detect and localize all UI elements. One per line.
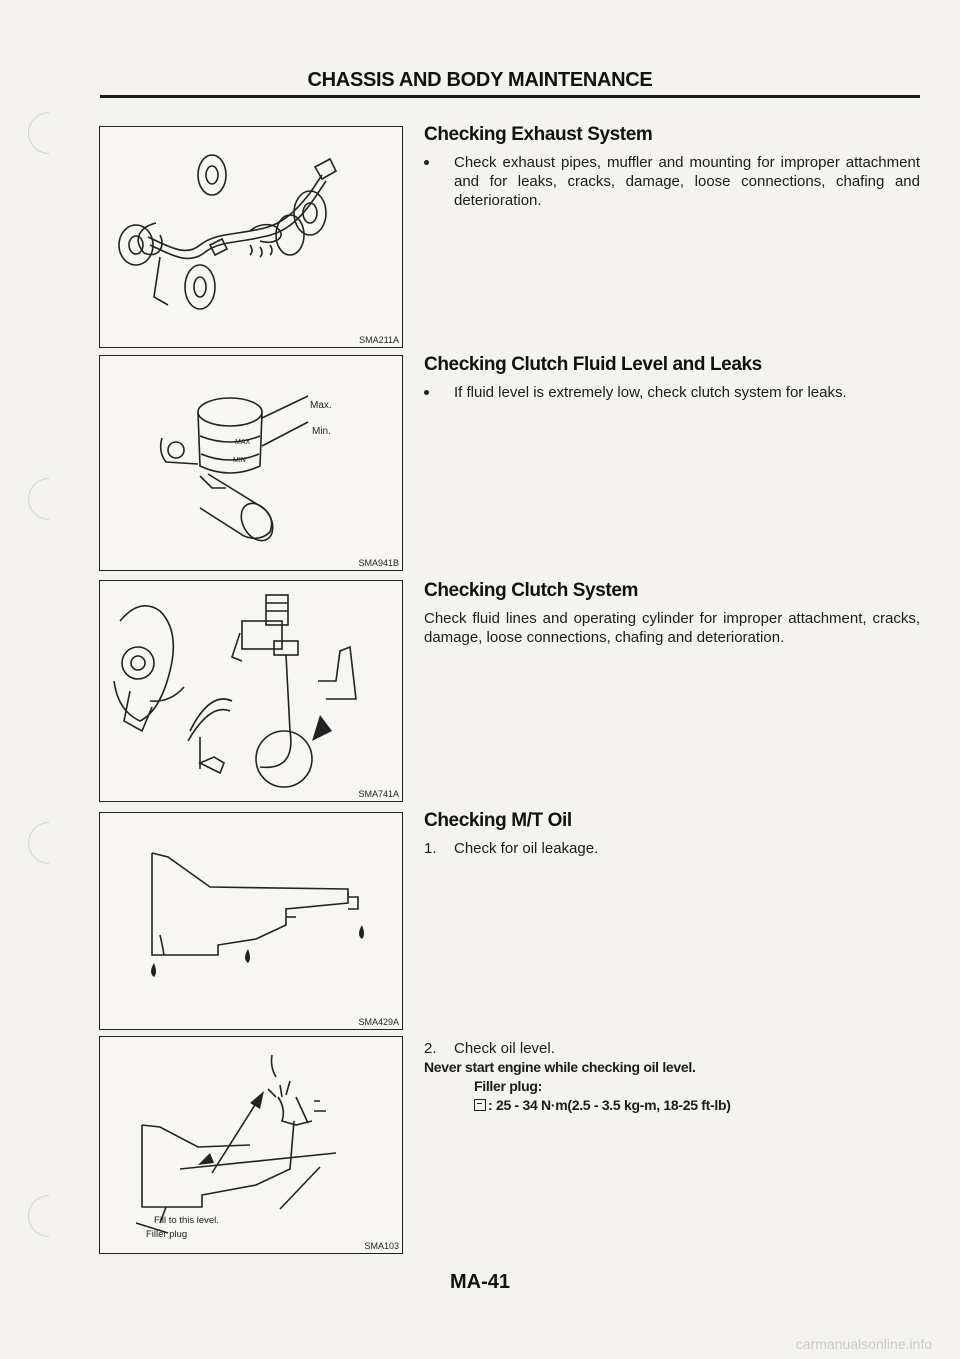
step-2 <box>424 1039 920 1058</box>
step-number: 2. <box>424 1040 437 1057</box>
bullet-icon <box>424 160 429 165</box>
warning-text: Never start engine while checking oil level. <box>424 1059 696 1075</box>
section-heading: Checking Exhaust System <box>424 124 653 145</box>
bullet-text: If fluid level is extremely low, check clutch system for leaks. <box>454 384 847 401</box>
page-number: MA-41 <box>449 1271 510 1293</box>
filler-plug-label: Filler plug <box>146 1229 188 1240</box>
binder-hole <box>19 1186 78 1245</box>
figure-code: SMA941B <box>358 558 399 568</box>
page-title: CHASSIS AND BODY MAINTENANCE <box>307 69 653 91</box>
binder-hole <box>19 103 78 162</box>
bullet-item <box>424 153 920 210</box>
watermark: carmanualsonline.info <box>795 1336 932 1352</box>
figure-clutch-reservoir <box>99 355 403 571</box>
section-heading: Checking Clutch System <box>424 580 638 601</box>
clutch-reservoir-diagram-icon <box>100 356 402 570</box>
figure-code: SMA103 <box>364 1241 399 1251</box>
figure-code: SMA211A <box>359 335 399 345</box>
title-rule <box>100 95 920 98</box>
step-number: 1. <box>424 840 437 857</box>
min-label: Min. <box>312 426 331 437</box>
section-heading: Checking M/T Oil <box>424 810 572 831</box>
figure-code: SMA741A <box>358 789 399 799</box>
torque-value: : 25 - 34 N·m(2.5 - 3.5 kg-m, 18-25 ft-lb) <box>488 1097 731 1113</box>
bullet-text: Check exhaust pipes, muffler and mounting for improper attachment and for leaks, cracks, damage, loose connections, chafing and deterioration. <box>454 154 920 209</box>
torque-spec <box>424 1096 920 1115</box>
transmission-leak-diagram-icon <box>100 813 402 1029</box>
svg-text:MIN: MIN <box>233 457 246 464</box>
svg-text:MAX: MAX <box>235 439 251 446</box>
filler-plug-diagram-icon <box>100 1037 402 1253</box>
binder-hole <box>19 813 78 872</box>
exhaust-system-diagram-icon <box>100 127 402 347</box>
figure-clutch-system <box>99 580 403 802</box>
bullet-item <box>424 383 920 402</box>
figure-transmission-leak <box>99 812 403 1030</box>
section-text: Check fluid lines and operating cylinder for improper attachment, cracks, damage, loose connections, chafing and deterioration. <box>424 610 920 646</box>
step-1 <box>424 839 920 858</box>
step-text: Check oil level. <box>454 1040 555 1057</box>
torque-wrench-icon <box>474 1099 486 1111</box>
binder-hole <box>19 469 78 528</box>
bullet-icon <box>424 390 429 395</box>
figure-filler-plug <box>99 1036 403 1254</box>
clutch-system-diagram-icon <box>100 581 402 801</box>
step-text: Check for oil leakage. <box>454 840 599 857</box>
max-label: Max. <box>310 400 332 411</box>
section-clutch-fluid <box>424 354 920 402</box>
figure-code: SMA429A <box>358 1017 399 1027</box>
section-exhaust-system <box>424 124 920 210</box>
filler-plug-spec-label: Filler plug: <box>474 1078 542 1094</box>
fill-level-label: Fill to this level. <box>154 1215 219 1226</box>
section-clutch-system <box>424 580 920 647</box>
figure-exhaust-system <box>99 126 403 348</box>
section-mt-oil-level <box>424 1039 920 1115</box>
section-heading: Checking Clutch Fluid Level and Leaks <box>424 354 762 375</box>
section-mt-oil <box>424 810 920 858</box>
